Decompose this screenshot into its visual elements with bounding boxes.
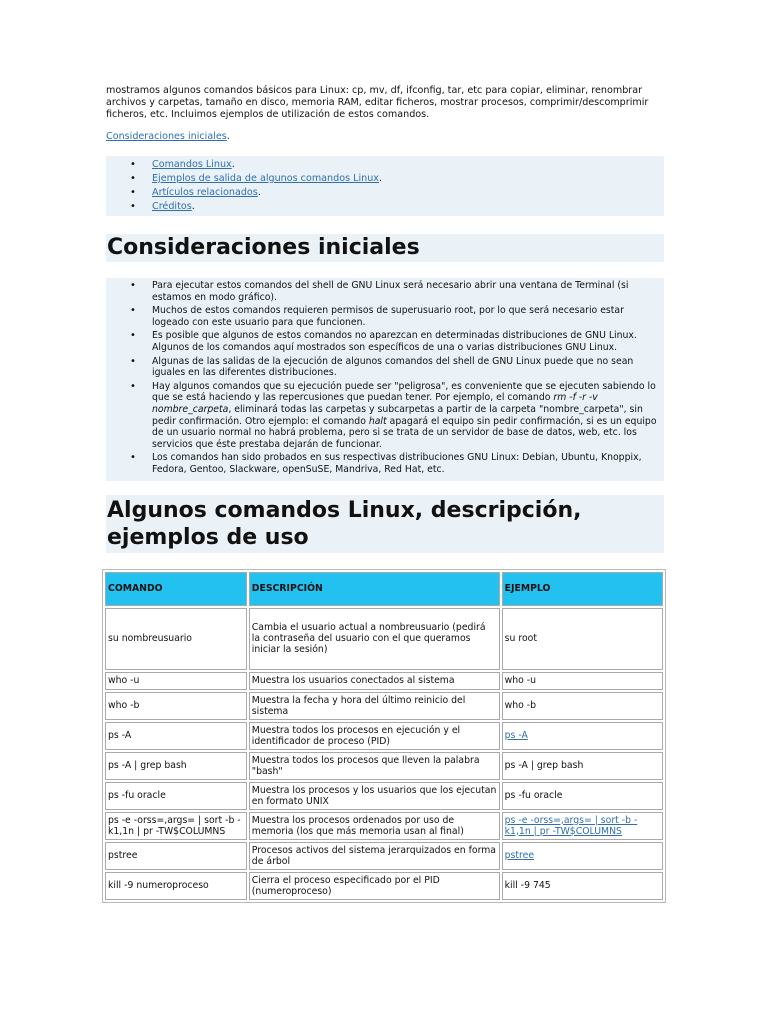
danger-command-halt: halt [368,415,387,427]
cell-description: Muestra los procesos y los usuarios que los ejecutan en formato UNIX [249,782,500,810]
example-link-ps-sort[interactable]: ps -e -orss=,args= | sort -b -k1,1n | pr -TW$COLUMNS [504,814,638,837]
list-item: • Para ejecutar estos comandos del shell de GNU Linux será necesario abrir una ventana de Terminal (si estamos en modo gráfico). [152,280,664,303]
table-row [105,692,663,720]
list-item: • Los comandos han sido probados en sus respectivas distribuciones GNU Linux: Debian, Ubuntu, Knoppix, Fedora, Gentoo, Slackware, openSuSE, Mandriva, Red Hat, etc. [152,452,664,475]
section-heading-consideraciones: Consideraciones iniciales [106,234,664,262]
cell-example: ps -A | grep bash [502,752,663,780]
list-item-danger [152,381,664,451]
column-header-ejemplo: EJEMPLO [502,572,663,606]
cell-command: ps -A [105,722,247,750]
cell-description: Muestra la fecha y hora del último reinicio del sistema [249,692,500,720]
cell-command: who -u [105,672,247,690]
table-of-contents [106,156,664,216]
section-heading-comandos: Algunos comandos Linux, descripción, ejemplos de uso [106,495,664,553]
cell-description: Cierra el proceso especificado por el PID (numeroproceso) [249,872,500,900]
column-header-comando: COMANDO [105,572,247,606]
cell-example: su root [502,608,663,670]
danger-text: Hay algunos comandos que su ejecución puede ser "peligrosa", es conveniente que se ejecuten sabiendo lo que se está haciendo y las repercusiones que puedan tener. Por ejemplo, el comando [152,380,656,404]
cell-example: who -u [502,672,663,690]
intro-paragraph: mostramos algunos comandos básicos para Linux: cp, mv, df, ifconfig, tar, etc para copiar, eliminar, renombrar archivos y carpetas, tamaño en disco, memoria RAM, editar ficheros, mostrar procesos, comprimir/descomprimir ficheros, etc. Incluimos ejemplos de utilización de estos comandos. [106,85,649,120]
cell-description: Muestra todos los procesos que lleven la palabra "bash" [249,752,500,780]
cell-command: su nombreusuario [105,608,247,670]
cell-command: who -b [105,692,247,720]
toc-suffix: . [231,159,235,170]
example-link-ps-a[interactable]: ps -A [504,730,528,741]
table-row [105,752,663,780]
list-item: • Es posible que algunos de estos comandos no aparezcan en determinadas distribuciones de GNU Linux. Algunos de los comandos aquí mostrados son específicos de una o varias distribuciones GNU Linux. [152,330,664,353]
cell-command: ps -A | grep bash [105,752,247,780]
toc-item-ejemplos [152,172,664,186]
toc-link-comandos[interactable]: Comandos Linux [152,159,232,170]
page-content [106,85,664,903]
danger-text: apagará el equipo sin pedir confirmación, si es un equipo de un usuario normal no habrá problema, pero si se trata de un servidor de base de datos, web, etc. los servicios que éste prestaba dejarán de funcionar. [152,415,657,450]
table-header-row [105,572,663,606]
toc-suffix: . [378,173,383,184]
table-row [105,872,663,900]
table-row [105,812,663,840]
cell-description: Muestra todos los procesos en ejecución y el identificador de proceso (PID) [249,722,500,750]
table-row [105,782,663,810]
cell-example: kill -9 745 [502,872,663,900]
table-row [105,672,663,690]
cell-description: Muestra los procesos ordenados por uso de memoria (los que más memoria usan al final) [249,812,500,840]
cell-description: Muestra los usuarios conectados al sistema [249,672,500,690]
cell-command: ps -e -orss=,args= | sort -b -k1,1n | pr -TW$COLUMNS [105,812,247,840]
cell-description: Cambia el usuario actual a nombreusuario (pedirá la contraseña del usuario con el que queramos iniciar la sesión) [249,608,500,670]
cell-example [502,842,663,870]
cell-example [502,722,663,750]
table-row [105,722,663,750]
toc-link-ejemplos[interactable]: Ejemplos de salida de algunos comandos Linux [152,173,379,184]
cell-command: pstree [105,842,247,870]
toc-link-articulos[interactable]: Artículos relacionados [152,187,258,198]
table-row [105,608,663,670]
cell-command: kill -9 numeroproceso [105,872,247,900]
consideraciones-list [106,278,664,481]
cell-example: ps -fu oracle [502,782,663,810]
cell-example [502,812,663,840]
toc-item-creditos [152,200,664,214]
example-link-pstree[interactable]: pstree [504,850,535,861]
toc-item-articulos [152,186,664,200]
toc-link-creditos[interactable]: Créditos [152,201,192,212]
cell-command: ps -fu oracle [105,782,247,810]
intro-link-line [106,131,664,142]
commands-table [102,569,666,903]
danger-command-rm: rm -f -r -v nombre_carpeta [152,392,598,415]
table-row [105,842,663,870]
toc-item-comandos [152,158,664,172]
consideraciones-link[interactable]: Consideraciones iniciales [106,131,227,142]
cell-example: who -b [502,692,663,720]
toc-suffix: . [257,187,261,198]
intro-link-suffix: . [226,131,230,142]
danger-text: , eliminará todas las carpetas y subcarpetas a partir de la carpeta "nombre_carpeta", sin pedir confirmación. Otro ejemplo: el comando [152,403,643,427]
toc-suffix: . [191,201,195,212]
list-item: • Algunas de las salidas de la ejecución de algunos comandos del shell de GNU Linux puede que no sean iguales en las diferentes distribuciones. [152,356,664,379]
list-item: • Muchos de estos comandos requieren permisos de superusuario root, por lo que será necesario estar logeado con este usuario para que funcionen. [152,305,664,328]
column-header-descripcion: DESCRIPCIÓN [249,572,500,606]
cell-description: Procesos activos del sistema jerarquizados en forma de árbol [249,842,500,870]
